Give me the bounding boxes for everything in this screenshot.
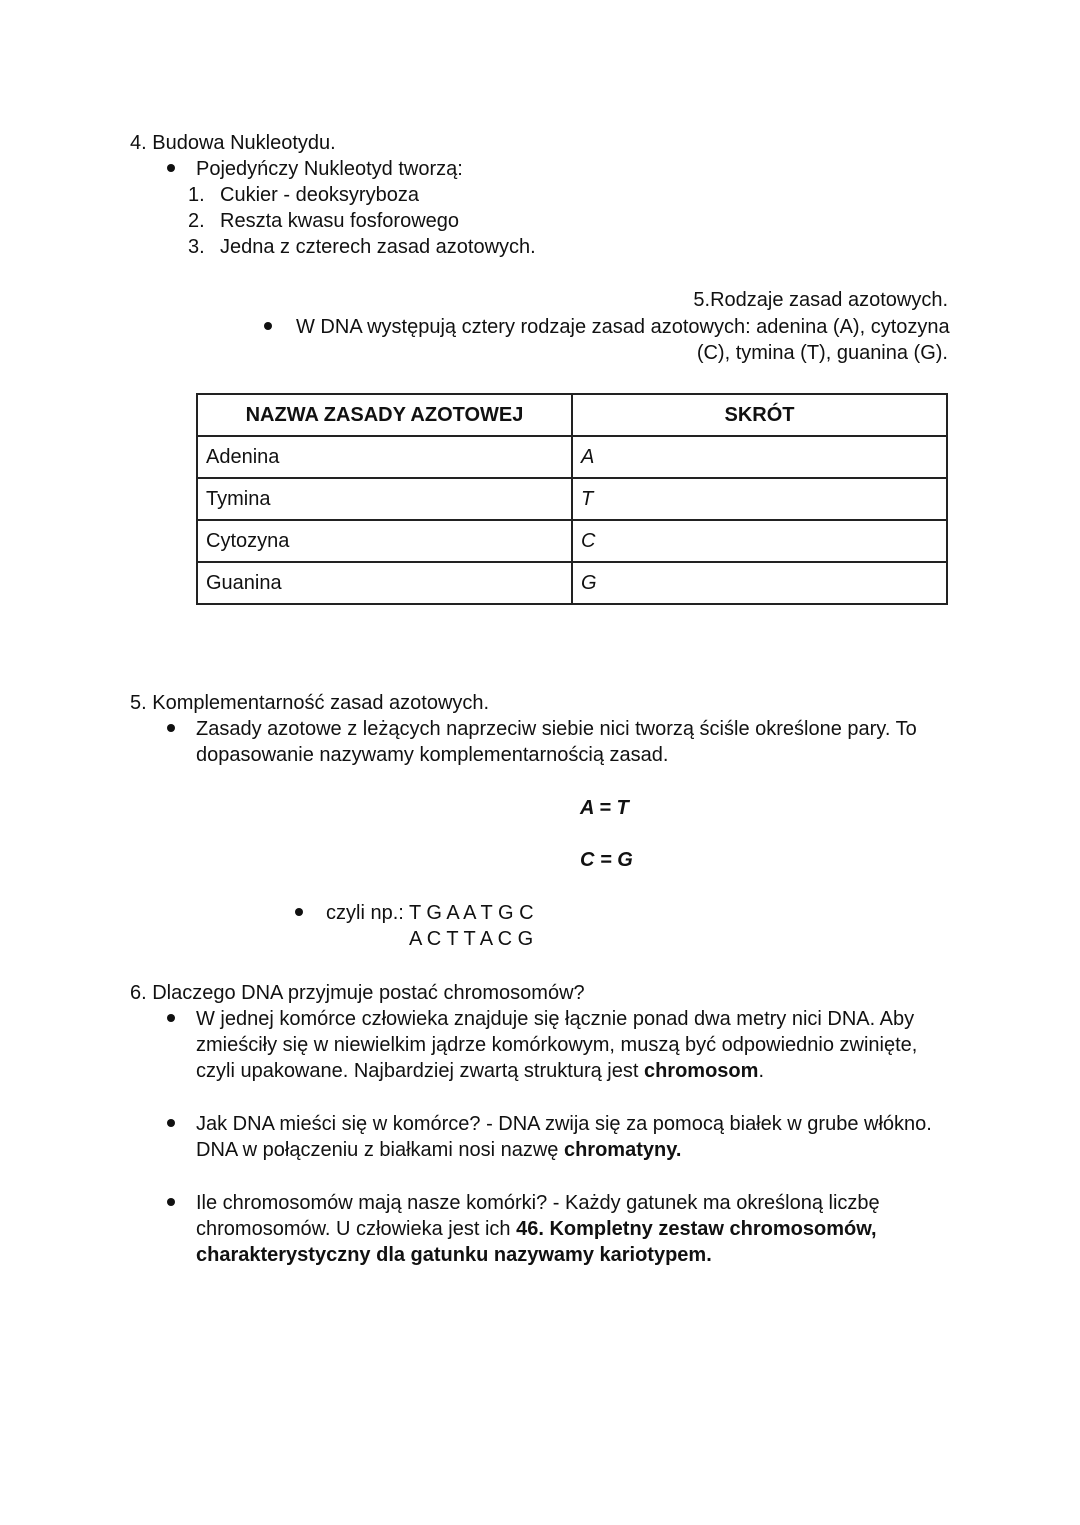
example-label: czyli np.: [326,902,409,924]
section-6-p1-line-3 [196,1058,764,1084]
example-line [326,900,534,926]
section-5b-heading: 5. Komplementarność zasad azotowych. [130,692,490,714]
table-row [197,478,947,520]
table-row [197,562,947,604]
base-pair-cg: C = G [580,849,633,871]
section-6-p1-line-2: zmieściły się w niewielkim jądrze komórkowym, muszą być odpowiednio zwinięte, [196,1034,918,1056]
bullet-icon [167,164,175,172]
column-header-name: NAZWA ZASADY AZOTOWEJ [197,394,572,436]
term-chromatyna: chromatyny. [563,1139,682,1161]
base-abbr-cell: G [572,562,947,604]
term-karyotype-definition: 46. Kompletny zestaw chromosomów, [516,1218,877,1240]
section-6-p2-line-1: Jak DNA mieści się w komórce? - DNA zwija się za pomocą białek w grube włókno. [196,1113,932,1135]
bullet-icon [167,1198,175,1206]
base-name-cell: Guanina [197,562,572,604]
list-number: 1. [188,184,205,206]
section-5a-heading: 5.Rodzaje zasad azotowych. [693,289,948,311]
base-name-cell: Cytozyna [197,520,572,562]
section-4-bullet: Pojedyńczy Nukleotyd tworzą: [196,158,463,180]
list-item: Reszta kwasu fosforowego [220,210,460,232]
text: DNA w połączeniu z białkami nosi nazwę [196,1139,564,1161]
section-6-p3-line-2 [196,1216,877,1242]
list-number: 2. [188,210,205,232]
bullet-icon [264,322,272,330]
section-5b-bullet-line-2: dopasowanie nazywamy komplementarnością zasad. [196,744,669,766]
section-5a-bullet-line-1: W DNA występują cztery rodzaje zasad azotowych: adenina (A), cytozyna [296,316,950,338]
bullet-icon [167,1119,175,1127]
base-abbr-cell: A [572,436,947,478]
bullet-icon [167,1014,175,1022]
text: czyli upakowane. Najbardziej zwartą strukturą jest [196,1060,644,1082]
bullet-icon [167,724,175,732]
term-chromosom: chromosom [643,1060,759,1082]
list-item: Jedna z czterech zasad azotowych. [220,236,536,258]
base-pair-at: A = T [580,797,629,819]
bases-table [196,393,948,605]
base-abbr-cell: C [572,520,947,562]
list-number: 3. [188,236,205,258]
table-row [197,520,947,562]
base-name-cell: Adenina [197,436,572,478]
dna-strand-1: T G A A T G C [409,902,534,924]
section-6-p3-line-1: Ile chromosomów mają nasze komórki? - Każdy gatunek ma określoną liczbę [196,1192,880,1214]
section-6-p3-line-3: charakterystyczny dla gatunku nazywamy kariotypem. [196,1244,712,1266]
section-4-heading: 4. Budowa Nukleotydu. [130,132,336,154]
section-5a-bullet-line-2: (C), tymina (T), guanina (G). [696,342,948,364]
table-header-row [197,394,947,436]
section-6-p2-line-2 [196,1137,681,1163]
base-abbr-cell: T [572,478,947,520]
table-row [197,436,947,478]
section-6-p1-line-1: W jednej komórce człowieka znajduje się łącznie ponad dwa metry nici DNA. Aby [196,1008,915,1030]
text: . [758,1060,764,1082]
section-5b-bullet-line-1: Zasady azotowe z leżących naprzeciw siebie nici tworzą ściśle określone pary. To [196,718,917,740]
list-item: Cukier - deoksyryboza [220,184,419,206]
base-name-cell: Tymina [197,478,572,520]
section-6-heading: 6. Dlaczego DNA przyjmuje postać chromosomów? [130,982,585,1004]
column-header-abbr: SKRÓT [572,394,947,436]
text: chromosomów. U człowieka jest ich [196,1218,517,1240]
dna-strand-2: A C T T A C G [409,928,534,950]
bullet-icon [295,908,303,916]
